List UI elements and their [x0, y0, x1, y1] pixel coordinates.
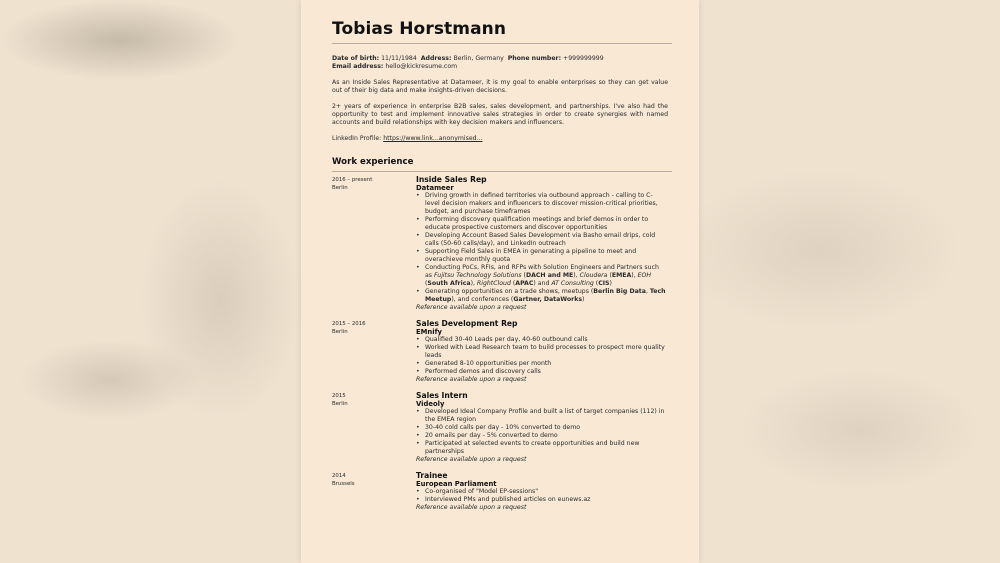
job-company: European Parliament [416, 480, 497, 488]
job-reference: Reference available upon a request [416, 304, 527, 311]
conference-name: Gartner, DataWorks [513, 296, 583, 303]
summary-paragraph-1: As an Inside Sales Representative at Datameer, it is my goal to enable enterprises so they can get value out of their big data and make insights-driven decisions. [332, 79, 668, 94]
summary-paragraph-2: 2+ years of experience in enterprise B2B sales, sales development, and partnerships. I've also had the opportunity to test and implement innovative sales strategies in order to create synergies with named accounts and build relationships with key decision makers and influencers. [332, 103, 668, 126]
job-reference: Reference available upon a request [416, 504, 527, 511]
job-bullets [416, 192, 666, 304]
job-reference: Reference available upon a request [416, 456, 527, 463]
job-reference: Reference available upon a request [416, 376, 527, 383]
name-divider [332, 43, 672, 44]
job-location: Berlin [332, 401, 348, 407]
partner-region: CIS [598, 280, 610, 287]
job-bullet-events: • Generating opportunities on a trade shows, meetups (Berlin Big Data, Tech Meetup), and conferences (Gartner, DataWorks) [416, 288, 666, 304]
bullet-text: ), and conferences ( [451, 296, 514, 303]
job-location: Berlin [332, 329, 348, 335]
partner-name: AT Consulting [551, 280, 594, 287]
job-bullet: • Supporting Field Sales in EMEA in generating a pipeline to meet and overachieve monthly quota [416, 248, 666, 264]
job-bullet: • Generated 8-10 opportunities per month [416, 360, 666, 368]
job-bullet: • Worked with Lead Research team to build processes to prospect more quality leads [416, 344, 666, 360]
job-bullet: • Developing Account Based Sales Development via Basho email drips, cold calls (50-60 calls/day), and LinkedIn outreach [416, 232, 666, 248]
job-title: Sales Development Rep [416, 319, 518, 328]
job-bullet: • Driving growth in defined territories via outbound approach - calling to C-level decision makers and influencers to discover mission-critical priorities, budget, and purchase timeframes [416, 192, 666, 216]
resume-page [301, 0, 699, 563]
meetup-name: Tech Meetup [425, 288, 666, 303]
job-company: EMnify [416, 328, 442, 336]
job-bullet: • Participated at selected events to create opportunities and build new partnerships [416, 440, 666, 456]
linkedin-link[interactable]: https://www.link...anonymised... [383, 135, 483, 142]
job-title: Sales Intern [416, 391, 468, 400]
phone-value: +999999999 [563, 55, 604, 62]
job-meta [332, 320, 412, 336]
job-details [416, 320, 666, 384]
dob-value: 11/11/1984 [381, 55, 417, 62]
job-period: 2014 [332, 473, 346, 479]
partner-name: RightCloud [476, 280, 511, 287]
job-period: 2015 – 2016 [332, 321, 366, 327]
address-label: Address: [420, 55, 452, 62]
job-bullet: • Developed Ideal Company Profile and built a list of target companies (112) in the EMEA region [416, 408, 666, 424]
work-experience-divider [332, 171, 672, 172]
job-details [416, 472, 666, 512]
bullet-text: ) [582, 296, 585, 303]
email-label: Email address: [332, 63, 384, 70]
job-meta [332, 472, 412, 488]
job-company: Videoly [416, 400, 445, 408]
job-company: Datameer [416, 184, 454, 192]
job-title: Trainee [416, 471, 448, 480]
contact-line-2 [332, 63, 668, 71]
contact-line-1 [332, 55, 668, 63]
address-value: Berlin, Germany [453, 55, 504, 62]
job-bullets [416, 408, 666, 456]
phone-label: Phone number: [507, 55, 562, 62]
job-bullets [416, 488, 666, 504]
job-title: Inside Sales Rep [416, 175, 487, 184]
email-value: hello@kickresume.com [385, 63, 458, 70]
job-period: 2015 [332, 393, 346, 399]
job-bullet: • Performed demos and discovery calls [416, 368, 666, 376]
partner-region: South Africa [427, 280, 471, 287]
partner-region: APAC [515, 280, 534, 287]
job-meta [332, 392, 412, 408]
meetup-name: Berlin Big Data [593, 288, 646, 295]
job-details [416, 176, 666, 312]
partner-name: EOH [637, 272, 652, 279]
job-bullet-partners: • Conducting PoCs, RFIs, and RFPs with Solution Engineers and Partners such as Fujitsu Technology Solutions (DACH and ME), Cloudera (EMEA), EOH (South Africa), RightCloud (APAC) and AT Consulting (CIS) [416, 264, 666, 288]
job-bullet: • Performing discovery qualification meetings and brief demos in order to educate prospective customers and discover opportunities [416, 216, 666, 232]
job-details [416, 392, 666, 464]
partner-region: EMEA [611, 272, 632, 279]
job-bullet: • Qualified 30-40 Leads per day, 40-60 outbound calls [416, 336, 666, 344]
job-period: 2016 – present [332, 177, 373, 183]
job-bullet: • 20 emails per day - 5% converted to demo [416, 432, 666, 440]
bullet-text: Conducting PoCs, RFIs, and RFPs with Solution Engineers and Partners such as [425, 264, 659, 279]
job-location: Brussels [332, 481, 355, 487]
partner-region: DACH and ME [525, 272, 574, 279]
job-meta [332, 176, 412, 192]
job-bullet: • 30-40 cold calls per day - 10% converted to demo [416, 424, 666, 432]
candidate-name: Tobias Horstmann [332, 19, 507, 39]
partner-name: Fujitsu Technology Solutions [433, 272, 522, 279]
partner-name: Cloudera [579, 272, 608, 279]
resume-header-info [332, 55, 668, 143]
dob-label: Date of birth: [332, 55, 380, 62]
job-bullet: • Interviewed PMs and published articles on eunews.az [416, 496, 666, 504]
job-bullet: • Co-organised of "Model EP-sessions" [416, 488, 666, 496]
job-location: Berlin [332, 185, 348, 191]
linkedin-label: LinkedIn Profile: [332, 135, 382, 142]
job-bullets [416, 336, 666, 376]
linkedin-line [332, 135, 668, 143]
work-experience-heading: Work experience [332, 157, 414, 167]
bullet-text: Generating opportunities on a trade shows, meetups ( [425, 288, 594, 295]
